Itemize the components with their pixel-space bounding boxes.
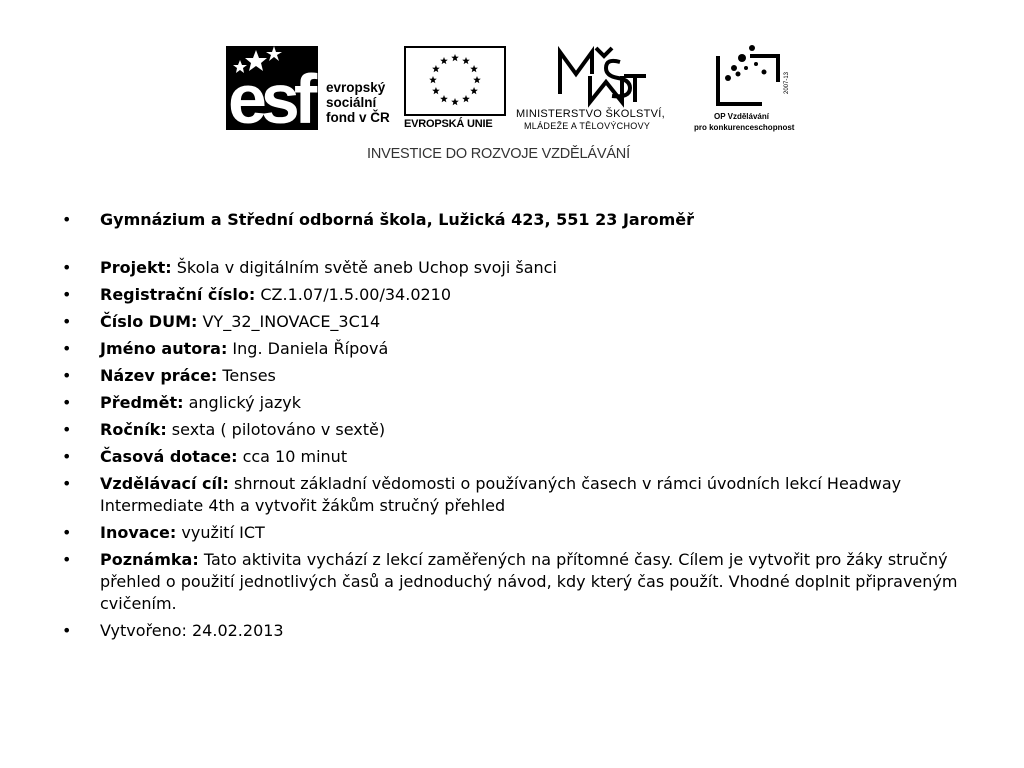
bullet-icon: • bbox=[62, 420, 72, 439]
msmt-monogram-icon bbox=[512, 44, 688, 108]
eu-star-icon bbox=[462, 57, 470, 64]
op-emblem-icon bbox=[694, 44, 806, 110]
bullet-icon: • bbox=[62, 550, 72, 569]
item-value: anglický jazyk bbox=[183, 393, 302, 412]
item-value: Tenses bbox=[217, 366, 276, 385]
esf-text bbox=[326, 80, 390, 125]
list-item-author bbox=[62, 338, 962, 360]
list-item-dum bbox=[62, 311, 962, 333]
esf-logo-mark bbox=[226, 46, 318, 138]
eu-star-icon bbox=[451, 54, 459, 61]
list-item-subject bbox=[62, 392, 962, 414]
item-value: CZ.1.07/1.5.00/34.0210 bbox=[255, 285, 452, 304]
item-value: Ing. Daniela Řípová bbox=[227, 339, 389, 358]
eu-logo bbox=[404, 44, 508, 134]
item-value: shrnout základní vědomosti o používaných časech v rámci úvodních lekcí Headway Intermediate 4th a vytvořit žákům stručný přehled bbox=[100, 474, 902, 515]
msmt-line-2: MLÁDEŽE A TĚLOVÝCHOVY bbox=[524, 121, 651, 131]
bullet-icon: • bbox=[62, 474, 72, 493]
list-item-created bbox=[62, 620, 962, 642]
item-value: VY_32_INOVACE_3C14 bbox=[197, 312, 381, 331]
list-item-goal bbox=[62, 473, 962, 517]
item-label: Vzdělávací cíl: bbox=[100, 474, 229, 493]
eu-star-icon bbox=[432, 65, 440, 72]
item-value: Tato aktivita vychází z lekcí zaměřených na přítomné časy. Cílem je vytvořit pro žáky stručný přehled o použití jednotlivých časů a jednoduchý návod, kdy který čas použít. Vhodné doplnit připraveným cvičením. bbox=[100, 550, 958, 613]
item-value: Vytvořeno: 24.02.2013 bbox=[100, 621, 284, 640]
eu-star-icon bbox=[429, 76, 437, 83]
esf-wordmark: esf bbox=[228, 60, 312, 138]
item-value: Škola v digitálním světě aneb Uchop svoji šanci bbox=[171, 258, 557, 277]
eu-star-icon bbox=[470, 65, 478, 72]
list-item-title bbox=[62, 365, 962, 387]
item-label: Registrační číslo: bbox=[100, 285, 256, 304]
item-value: využití ICT bbox=[176, 523, 265, 542]
list-item-duration bbox=[62, 446, 962, 468]
item-value: cca 10 minut bbox=[237, 447, 348, 466]
bullet-icon: • bbox=[62, 312, 72, 331]
eu-star-icon bbox=[473, 76, 481, 83]
bullet-icon: • bbox=[62, 621, 72, 640]
bullet-icon: • bbox=[62, 366, 72, 385]
item-label: Předmět: bbox=[100, 393, 184, 412]
op-logo bbox=[694, 44, 806, 134]
esf-line-3: fond v ČR bbox=[326, 110, 390, 125]
eu-star-icon bbox=[440, 57, 448, 64]
list-item-note bbox=[62, 549, 962, 615]
item-label: Inovace: bbox=[100, 523, 177, 542]
bullet-icon: • bbox=[62, 210, 72, 229]
svg-text:2007-13: 2007-13 bbox=[784, 71, 790, 94]
eu-label: EVROPSKÁ UNIE bbox=[404, 118, 493, 130]
list-item-project bbox=[62, 257, 962, 279]
eu-stars-icon bbox=[406, 48, 504, 114]
eu-star-icon bbox=[432, 87, 440, 94]
bullet-icon: • bbox=[62, 523, 72, 542]
logo-tagline: INVESTICE DO ROZVOJE VZDĚLÁVÁNÍ bbox=[367, 146, 630, 162]
item-label: Číslo DUM: bbox=[100, 312, 198, 331]
op-line-2: pro konkurenceschopnost bbox=[694, 123, 795, 132]
msmt-line-1: MINISTERSTVO ŠKOLSTVÍ, bbox=[516, 108, 666, 120]
op-line-1: OP Vzdělávání bbox=[714, 112, 769, 121]
bullet-icon: • bbox=[62, 393, 72, 412]
bullet-icon: • bbox=[62, 339, 72, 358]
list-item-innovation bbox=[62, 522, 962, 544]
list-item-grade bbox=[62, 419, 962, 441]
item-label: Časová dotace: bbox=[100, 447, 238, 466]
info-list bbox=[62, 209, 962, 647]
eu-star-icon bbox=[451, 98, 459, 105]
eu-flag bbox=[404, 46, 506, 116]
list-item-registration bbox=[62, 284, 962, 306]
item-label: Jméno autora: bbox=[100, 339, 228, 358]
item-label: Gymnázium a Střední odborná škola, Lužická 423, 551 23 Jaroměř bbox=[100, 210, 694, 229]
item-value: sexta ( pilotováno v sextě) bbox=[166, 420, 386, 439]
item-label: Ročník: bbox=[100, 420, 167, 439]
item-label: Poznámka: bbox=[100, 550, 199, 569]
item-label: Projekt: bbox=[100, 258, 172, 277]
eu-star-icon bbox=[470, 87, 478, 94]
bullet-icon: • bbox=[62, 285, 72, 304]
item-label: Název práce: bbox=[100, 366, 218, 385]
bullet-icon: • bbox=[62, 447, 72, 466]
esf-line-2: sociální bbox=[326, 95, 377, 110]
bullet-icon: • bbox=[62, 258, 72, 277]
esf-line-1: evropský bbox=[326, 80, 386, 95]
eu-star-icon bbox=[462, 95, 470, 102]
msmt-logo bbox=[512, 44, 688, 134]
eu-star-icon bbox=[440, 95, 448, 102]
list-item-school bbox=[62, 209, 962, 231]
esf-logo bbox=[226, 44, 401, 138]
